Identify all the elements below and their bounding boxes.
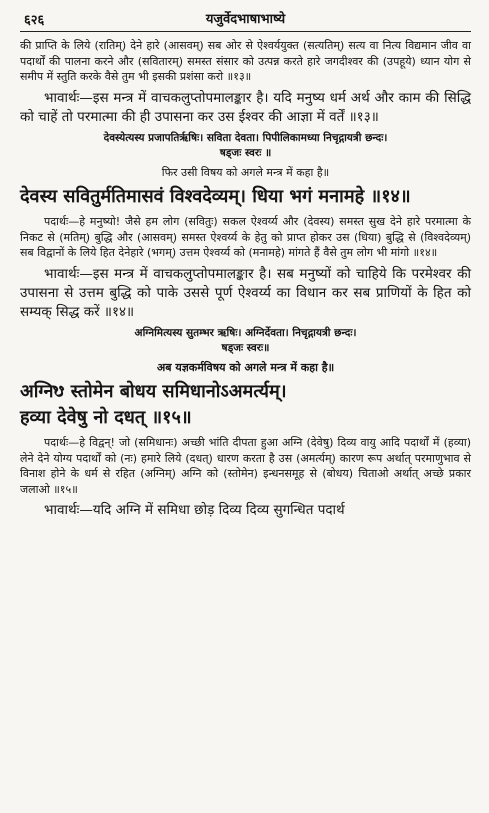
rishi-devata-line: देवस्येत्यस्य प्रजापतिर्ऋषिः। सविता देवता। पिपीलिकामध्या निचृद्गायत्री छन्दः। bbox=[103, 131, 388, 144]
page-number: ६२६ bbox=[24, 13, 45, 28]
subject-intro: अब यज्ञकर्मविषय को अगले मन्त्र में कहा है॥ bbox=[156, 360, 335, 374]
bhavartha-paragraph: भावार्थः—यदि अग्नि में समिधा छोड़ दिव्य दिव्य सुगन्धित पदार्थ bbox=[44, 502, 345, 518]
running-title: यजुर्वेदभाषाभाष्ये bbox=[205, 12, 286, 27]
svara-line: षड्जः स्वरः ॥ bbox=[219, 146, 272, 159]
bhavartha-paragraph: भावार्थः—इस मन्त्र में वाचकलुप्तोपमालङ्कार है। सब मनुष्यों को चाहिये कि परमेश्वर की उपासना से उत्तम बुद्धि को पाके उससे पूर्ण ऐश्वर्य्य का विधान कर सब प्राणियों के हित को सम्यक् सिद्ध करें ॥१४॥ bbox=[20, 265, 471, 320]
svara-line: षड्जः स्वरः॥ bbox=[221, 341, 270, 354]
rishi-devata-line: अग्निमित्यस्य सुतम्भर ऋषिः। अग्निर्देवता। निचृद्गायत्री छन्दः। bbox=[134, 326, 357, 339]
padartha-paragraph: पदार्थः—हे विद्वन्! जो (समिधानः) अच्छी भांति दीपता हुआ अग्नि (देवेषु) दिव्य वायु आदि पदार्थों में (हव्या) लेने देने योग्य पदार्थों को (नः) हमारे लिये (दधत्) धारण करता है उस (अमर्त्यम्) कारण रूप अर्थात् परमाणुभाव से विनाश होने के धर्म से रहित (अग्निम्) अग्नि को (स्तोमेन) इन्धनसमूह से (बोधय) चिताओ अर्थात् अच्छे प्रकार जलाओ ॥१५॥ bbox=[20, 436, 471, 496]
commentary-paragraph: की प्राप्ति के लिये (रातिम्) देने हारे (आसवम्) सब ओर से ऐश्वर्ययुक्त (सत्यतिम्) सत्य वा नित्य विद्यमान जीव वा पदार्थों की पालना करने और (सवितारम्) समस्त संसार को उत्पन्न करते हारे जगदीश्वर की (उपहूये) ध्यान योग से समीप में स्तुति करके वैसे तुम भी इसकी प्रशंसा करो ॥१३॥ bbox=[20, 39, 471, 83]
mantra-verse-line-2: हव्या देवेषु नो दधत् ॥१५॥ bbox=[20, 407, 192, 428]
page-header bbox=[20, 0, 471, 34]
padartha-paragraph: पदार्थः—हे मनुष्यो! जैसे हम लोग (सवितुः) सकल ऐश्वर्य्य और (देवस्य) समस्त सुख देने हारे परमात्मा के निकट से (मतिम्) बुद्धि और (आसवम्) समस्त ऐश्वर्य्य के हेतु को प्राप्त होकर उस (धिया) बुद्धि से (विश्वदेव्यम्) सब विद्वानों के लिये हित देनेहारे (भगम्) उत्तम ऐश्वर्य्य को (मनामहे) मांगते हैं वैसे तुम लोग भी मांगो ॥१४॥ bbox=[20, 215, 471, 259]
mantra-verse-line-1: अग्निᳪ स्तोमेन बोधय समिधानोऽअमर्त्यम्। bbox=[20, 381, 287, 402]
bhavartha-paragraph: भावार्थः—इस मन्त्र में वाचकलुप्तोपमालङ्कार है। यदि मनुष्य धर्म अर्थ और काम की सिद्धि को चाहें तो परमात्मा की ही उपासना कर उस ईश्वर की आज्ञा में वर्तें ॥१३॥ bbox=[20, 89, 471, 125]
mantra-verse: देवस्य सवितुर्मतिमासवं विश्वदेव्यम्। धिया भगं मनामहे ॥१४॥ bbox=[20, 186, 411, 207]
header-rule bbox=[20, 31, 471, 32]
subject-intro: फिर उसी विषय को अगले मन्त्र में कहा है॥ bbox=[161, 165, 330, 179]
